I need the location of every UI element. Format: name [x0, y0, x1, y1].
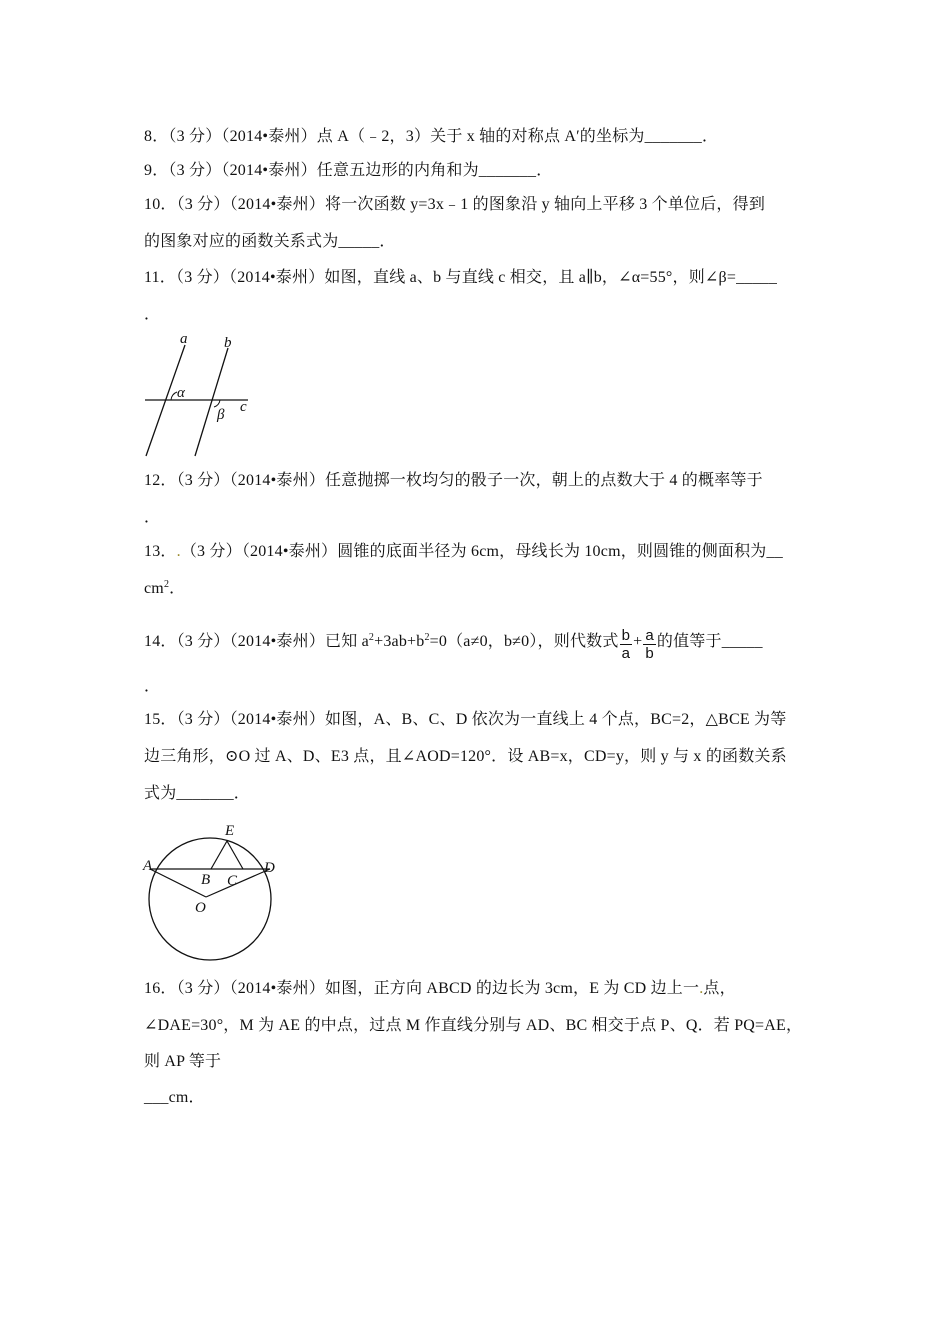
segment-do	[206, 869, 270, 897]
circle-o	[149, 838, 271, 960]
question-16-text-1a: 16．（3 分）（2014•泰州）如图，正方向 ABCD 的边长为 3cm，E 为 CD 边上一	[144, 980, 700, 997]
label-c: c	[240, 399, 247, 415]
question-15-line3	[144, 784, 250, 804]
label-C: C	[227, 873, 238, 889]
question-13-dot: .	[176, 543, 181, 560]
question-14-mid1: +3ab+b	[374, 633, 425, 650]
label-b: b	[224, 335, 232, 351]
question-13-unit: cm	[144, 580, 164, 597]
fraction-a-over-b	[643, 627, 656, 662]
question-15-text-3: 式为_______．	[144, 785, 251, 802]
question-16-text-4: ___cm．	[144, 1089, 205, 1106]
fraction2-denominator: b	[645, 645, 654, 662]
question-11-line1	[144, 268, 777, 288]
question-11-text-2: ．	[144, 306, 161, 323]
question-16-line4	[144, 1088, 205, 1108]
question-14-prefix: 14．（3 分）（2014•泰州）已知 a	[144, 633, 369, 650]
question-15-text-2: 边三角形，⊙O 过 A、D、E3 点，且∠AOD=120°．设 AB=x，CD=y，则 y 与 x 的函数关系	[144, 748, 787, 765]
parallel-lines-figure	[140, 330, 260, 460]
circle-figure	[140, 818, 285, 963]
label-a: a	[180, 331, 188, 347]
question-16-line1	[144, 979, 736, 999]
question-12-text-1: 12．（3 分）（2014•泰州）任意抛掷一枚均匀的骰子一次，朝上的点数大于 4 的概率等于	[144, 472, 763, 489]
question-14-plus: +	[633, 633, 643, 650]
question-8	[144, 127, 718, 147]
line-b	[195, 348, 228, 456]
question-9-text: 9．（3 分）（2014•泰州）任意五边形的内角和为_______．	[144, 162, 553, 179]
question-11-line2	[144, 305, 160, 325]
question-15-line1	[144, 710, 786, 730]
question-13-exponent: 2	[163, 579, 170, 590]
question-16-line3	[144, 1052, 221, 1072]
fraction2-numerator: a	[645, 627, 654, 644]
question-9	[144, 161, 552, 181]
question-13-number: 13．	[144, 543, 177, 560]
question-15-line2	[144, 747, 787, 767]
question-12-line1	[144, 471, 763, 491]
question-13-line2	[144, 579, 185, 599]
label-D: D	[264, 860, 275, 876]
question-16-text-2: ∠DAE=30°，M 为 AE 的中点，过点 M 作直线分别与 AD、BC 相交于点 P、Q．若 PQ=AE，	[144, 1017, 803, 1034]
question-8-text: 8．（3 分）（2014•泰州）点 A（﹣2，3）关于 x 轴的对称点 A′的坐标为_______．	[144, 128, 719, 145]
question-14-exp1: 2	[368, 632, 375, 643]
question-16-line2	[144, 1016, 802, 1036]
question-14-text-2: ．	[144, 678, 161, 695]
segment-ao	[150, 869, 206, 897]
question-15-text-1: 15．（3 分）（2014•泰州）如图，A、B、C、D 依次为一直线上 4 个点，BC=2，△BCE 为等	[144, 711, 787, 728]
question-12-line2	[144, 508, 160, 528]
question-10-text-2: 的图象对应的函数关系式为_____．	[144, 233, 396, 250]
question-16-text-3: 则 AP 等于	[144, 1053, 222, 1070]
question-16-dot: .	[699, 980, 704, 997]
fraction1-denominator: a	[621, 645, 631, 662]
label-E: E	[225, 823, 235, 839]
segment-be	[211, 841, 227, 869]
label-O: O	[195, 900, 206, 916]
question-11-text-1: 11．（3 分）（2014•泰州）如图，直线 a、b 与直线 c 相交，且 a∥b，∠α=55°，则∠β=_____	[144, 269, 778, 286]
angle-beta-arc	[214, 400, 220, 407]
label-A: A	[143, 858, 153, 874]
segment-ce	[227, 841, 243, 869]
label-beta: β	[217, 407, 225, 423]
question-10-line2	[144, 232, 396, 252]
question-14-mid2: =0（a≠0，b≠0），则代数式	[429, 633, 619, 650]
question-14-line2	[144, 677, 160, 697]
question-14-suffix: 的值等于_____	[656, 633, 763, 650]
question-12-text-2: ．	[144, 509, 161, 526]
question-13-text-1: （3 分）（2014•泰州）圆锥的底面半径为 6cm，母线长为 10cm，则圆锥的侧面积为__	[180, 543, 783, 560]
question-14-exp2: 2	[424, 632, 430, 643]
question-10-line1	[144, 195, 765, 215]
question-14-line1	[144, 627, 763, 662]
label-alpha: α	[177, 385, 185, 401]
question-16-text-1b: 点，	[703, 980, 736, 997]
question-10-text-1: 10．（3 分）（2014•泰州）将一次函数 y=3x﹣1 的图象沿 y 轴向上平移 3 个单位后，得到	[144, 196, 766, 213]
fraction-b-over-a	[620, 627, 633, 662]
question-13-line1	[144, 542, 783, 562]
fraction1-numerator: b	[621, 627, 631, 644]
question-13-end: ．	[169, 580, 186, 597]
label-B: B	[201, 872, 211, 888]
